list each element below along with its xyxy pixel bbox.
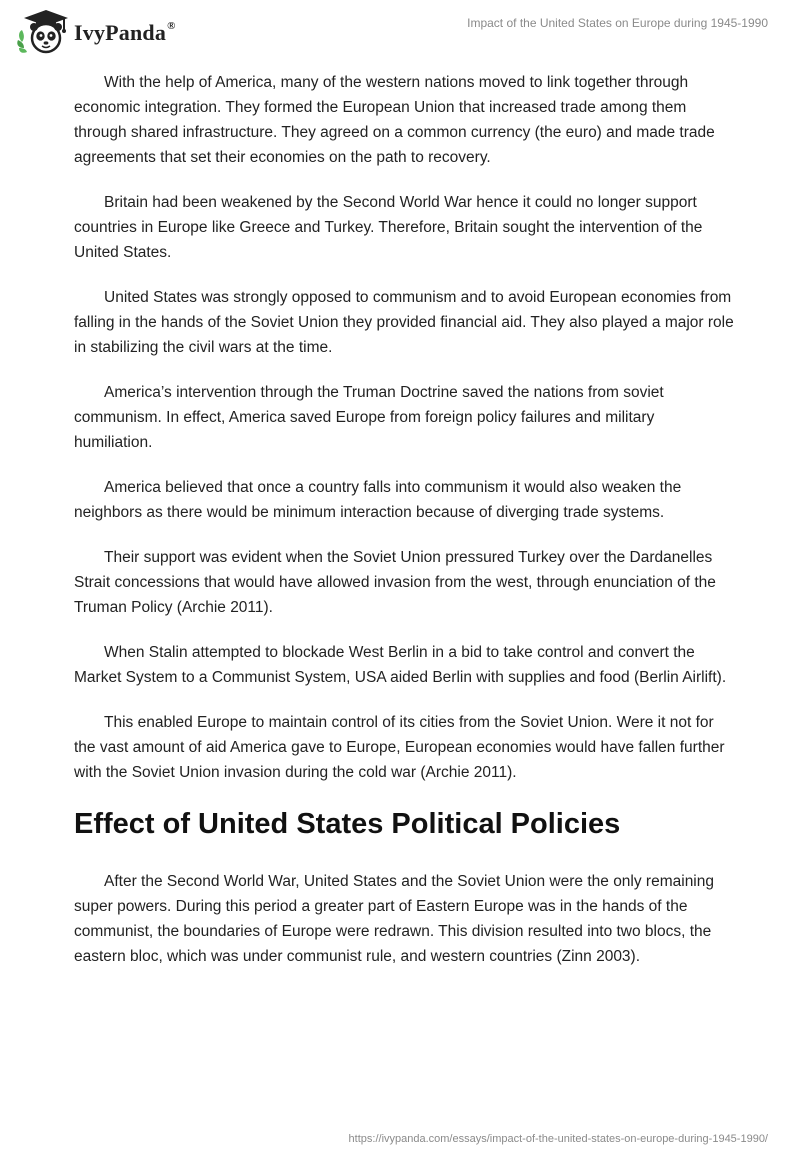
- paragraph: America believed that once a country falls into communism it would also weaken the neighbors as there would be minimum interaction because of diverging trade systems.: [74, 479, 682, 521]
- ivypanda-logo[interactable]: [16, 8, 176, 56]
- paragraph: When Stalin attempted to blockade West Berlin in a bid to take control and convert the Market System to a Communist System, USA aided Berlin with supplies and food (Berlin Airlift).: [74, 644, 727, 686]
- footer-url[interactable]: https://ivypanda.com/essays/impact-of-the-united-states-on-europe-during-1945-1990/: [348, 1133, 768, 1145]
- paragraph: With the help of America, many of the western nations moved to link together through economic integration. They formed the European Union that increased trade among them through shared infrastructure. They agreed on a common currency (the euro) and made trade agreements that set their economies on the path to recovery.: [74, 74, 715, 166]
- section-heading: Effect of United States Political Policies: [74, 808, 621, 840]
- brand-name: IvyPanda®: [74, 19, 176, 45]
- paragraph: America’s intervention through the Truman Doctrine saved the nations from soviet communism. In effect, America saved Europe from foreign policy failures and military humiliation.: [74, 384, 664, 451]
- paragraph: United States was strongly opposed to communism and to avoid European economies from falling in the hands of the Soviet Union they provided financial aid. They also played a major role in stabilizing the civil wars at the time.: [74, 289, 734, 356]
- paragraph: Britain had been weakened by the Second World War hence it could no longer support countries in Europe like Greece and Turkey. Therefore, Britain sought the intervention of the United States.: [74, 194, 703, 261]
- page-header: [0, 0, 800, 60]
- paragraph: This enabled Europe to maintain control of its cities from the Soviet Union. Were it not for the vast amount of aid America gave to Europe, European economies would have fallen further with the Soviet Union invasion during the cold war (Archie 2011).: [74, 714, 725, 781]
- paragraph: Their support was evident when the Soviet Union pressured Turkey over the Dardanelles Strait concessions that would have allowed invasion from the west, through enunciation of the Truman Policy (Archie 2011).: [74, 549, 716, 616]
- paragraph: After the Second World War, United States and the Soviet Union were the only remaining super powers. During this period a greater part of Eastern Europe was in the hands of the communist, the boundaries of Europe were redrawn. This division resulted into two blocs, the eastern bloc, which was under communist rule, and western countries (Zinn 2003).: [74, 873, 714, 965]
- document-title: Impact of the United States on Europe during 1945-1990: [467, 16, 768, 30]
- panda-graduate-icon: [16, 8, 68, 56]
- essay-content: [74, 70, 734, 989]
